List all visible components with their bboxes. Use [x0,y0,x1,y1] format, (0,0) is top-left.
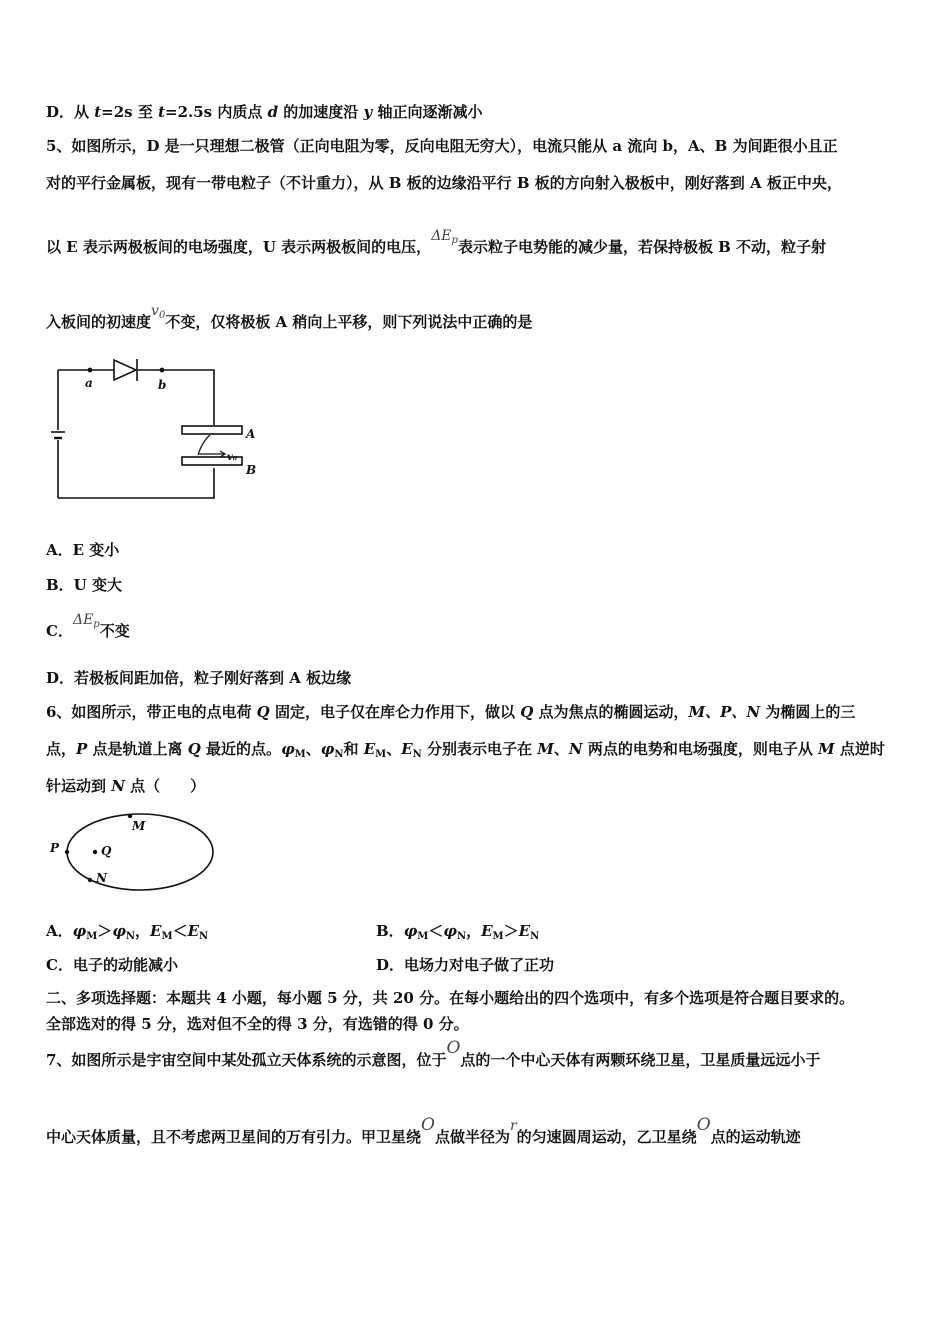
label-A: A [246,427,256,441]
q6-option-d[interactable]: D．电场力对电子做了正功 [376,956,555,974]
var-t: t [94,103,102,121]
label-b: b [158,378,167,392]
text: 的加速度沿 [278,103,364,121]
text: =2.5s 内质点 [165,103,268,121]
label-v0: v₀ [227,452,238,463]
section2-instructions-line1: 二、多项选择题：本题共 4 小题，每小题 5 分，共 20 分。在每小题给出的四个选项中，有多个选项是符合题目要求的。 [46,989,855,1007]
q5-stem-line1: 5、如图所示，D 是一只理想二极管（正向电阻为零，反向电阻无穷大），电流只能从 a 流向 b，A、B 为间距很小且正 [46,137,838,155]
q6-option-c[interactable]: C．电子的动能减小 [46,956,178,974]
label-P: P [50,841,60,855]
text: C． [46,622,73,640]
text: =2s 至 [101,103,159,121]
text: 不变，仅将极板 A 稍向上平移，则下列说法中正确的是 [165,313,533,331]
delta-ep-symbol: $\Delta E_p$ [431,228,458,246]
text: 轴正向逐渐减小 [372,103,483,121]
text: 不变 [99,622,130,640]
q4-option-d [46,101,482,123]
q5-stem-line2: 对的平行金属板，现有一带电粒子（不计重力），从 B 板的边缘沿平行 B 板的方向射入极板中，刚好落到 A 板正中央， [46,174,842,192]
label-a: a [85,376,93,390]
text: 以 E 表示两极板间的电场强度，U 表示两极板间的电压， [46,238,432,256]
q5-option-d[interactable]: D．若极板间距加倍，粒子刚好落到 A 板边缘 [46,669,352,687]
q5-option-a[interactable]: A．E 变小 [46,541,120,559]
q7-stem-line2: 中心天体质量，且不考虑两卫星间的万有引力。甲卫星绕O点做半径为r的匀速圆周运动，乙卫星绕O点的运动轨迹 [46,1115,801,1146]
text: D．从 [46,103,95,121]
q5-option-b[interactable]: B．U 变大 [46,576,122,594]
text: 表示粒子电势能的减少量，若保持极板 B 不动，粒子射 [457,238,827,256]
q6-stem-line1: 6、如图所示，带正电的点电荷 Q 固定，电子仅在库仑力作用下，做以 Q 点为焦点的椭圆运动，M、P、N 为椭圆上的三 [46,703,856,721]
q7-stem-line1: 7、如图所示是宇宙空间中某处孤立天体系统的示意图，位于O点的一个中心天体有两颗环绕卫星，卫星质量远远小于 [46,1038,821,1069]
label-N: N [96,871,107,885]
q6-option-a[interactable]: A．$\varphi_M>\varphi_N$，$E_M<E_N$ [46,922,209,942]
section2-instructions-line2: 全部选对的得 5 分，选对但不全的得 3 分，有选错的得 0 分。 [46,1015,469,1033]
var-d: d [267,103,279,121]
text: 入板间的初速度 [46,313,152,331]
q6-stem-line3: 针运动到 N 点（ ） [46,777,206,795]
v0-symbol: $v_0$ [151,303,166,321]
var-y: y [363,103,373,121]
q5-stem-line4 [46,303,533,339]
var-t: t [158,103,166,121]
q6-stem-line2: 点，P 点是轨道上离 Q 最近的点。$\varphi_M$、$\varphi_N$和 $E_M$、$E_N$ 分别表示电子在 M、N 两点的电势和电场强度，则电子从 M 点逆时 [46,740,885,760]
q5-option-c[interactable] [46,612,130,648]
label-Q: Q [101,844,112,858]
ellipse-orbit-diagram [46,810,206,900]
delta-ep-symbol: $\Delta E_p$ [72,612,100,630]
q6-option-b[interactable]: B．$\varphi_M<\varphi_N$，$E_M>E_N$ [376,922,540,942]
q5-stem-line3 [46,228,827,264]
label-B: B [246,463,257,477]
label-M: M [132,819,146,833]
circuit-diagram [48,350,268,510]
